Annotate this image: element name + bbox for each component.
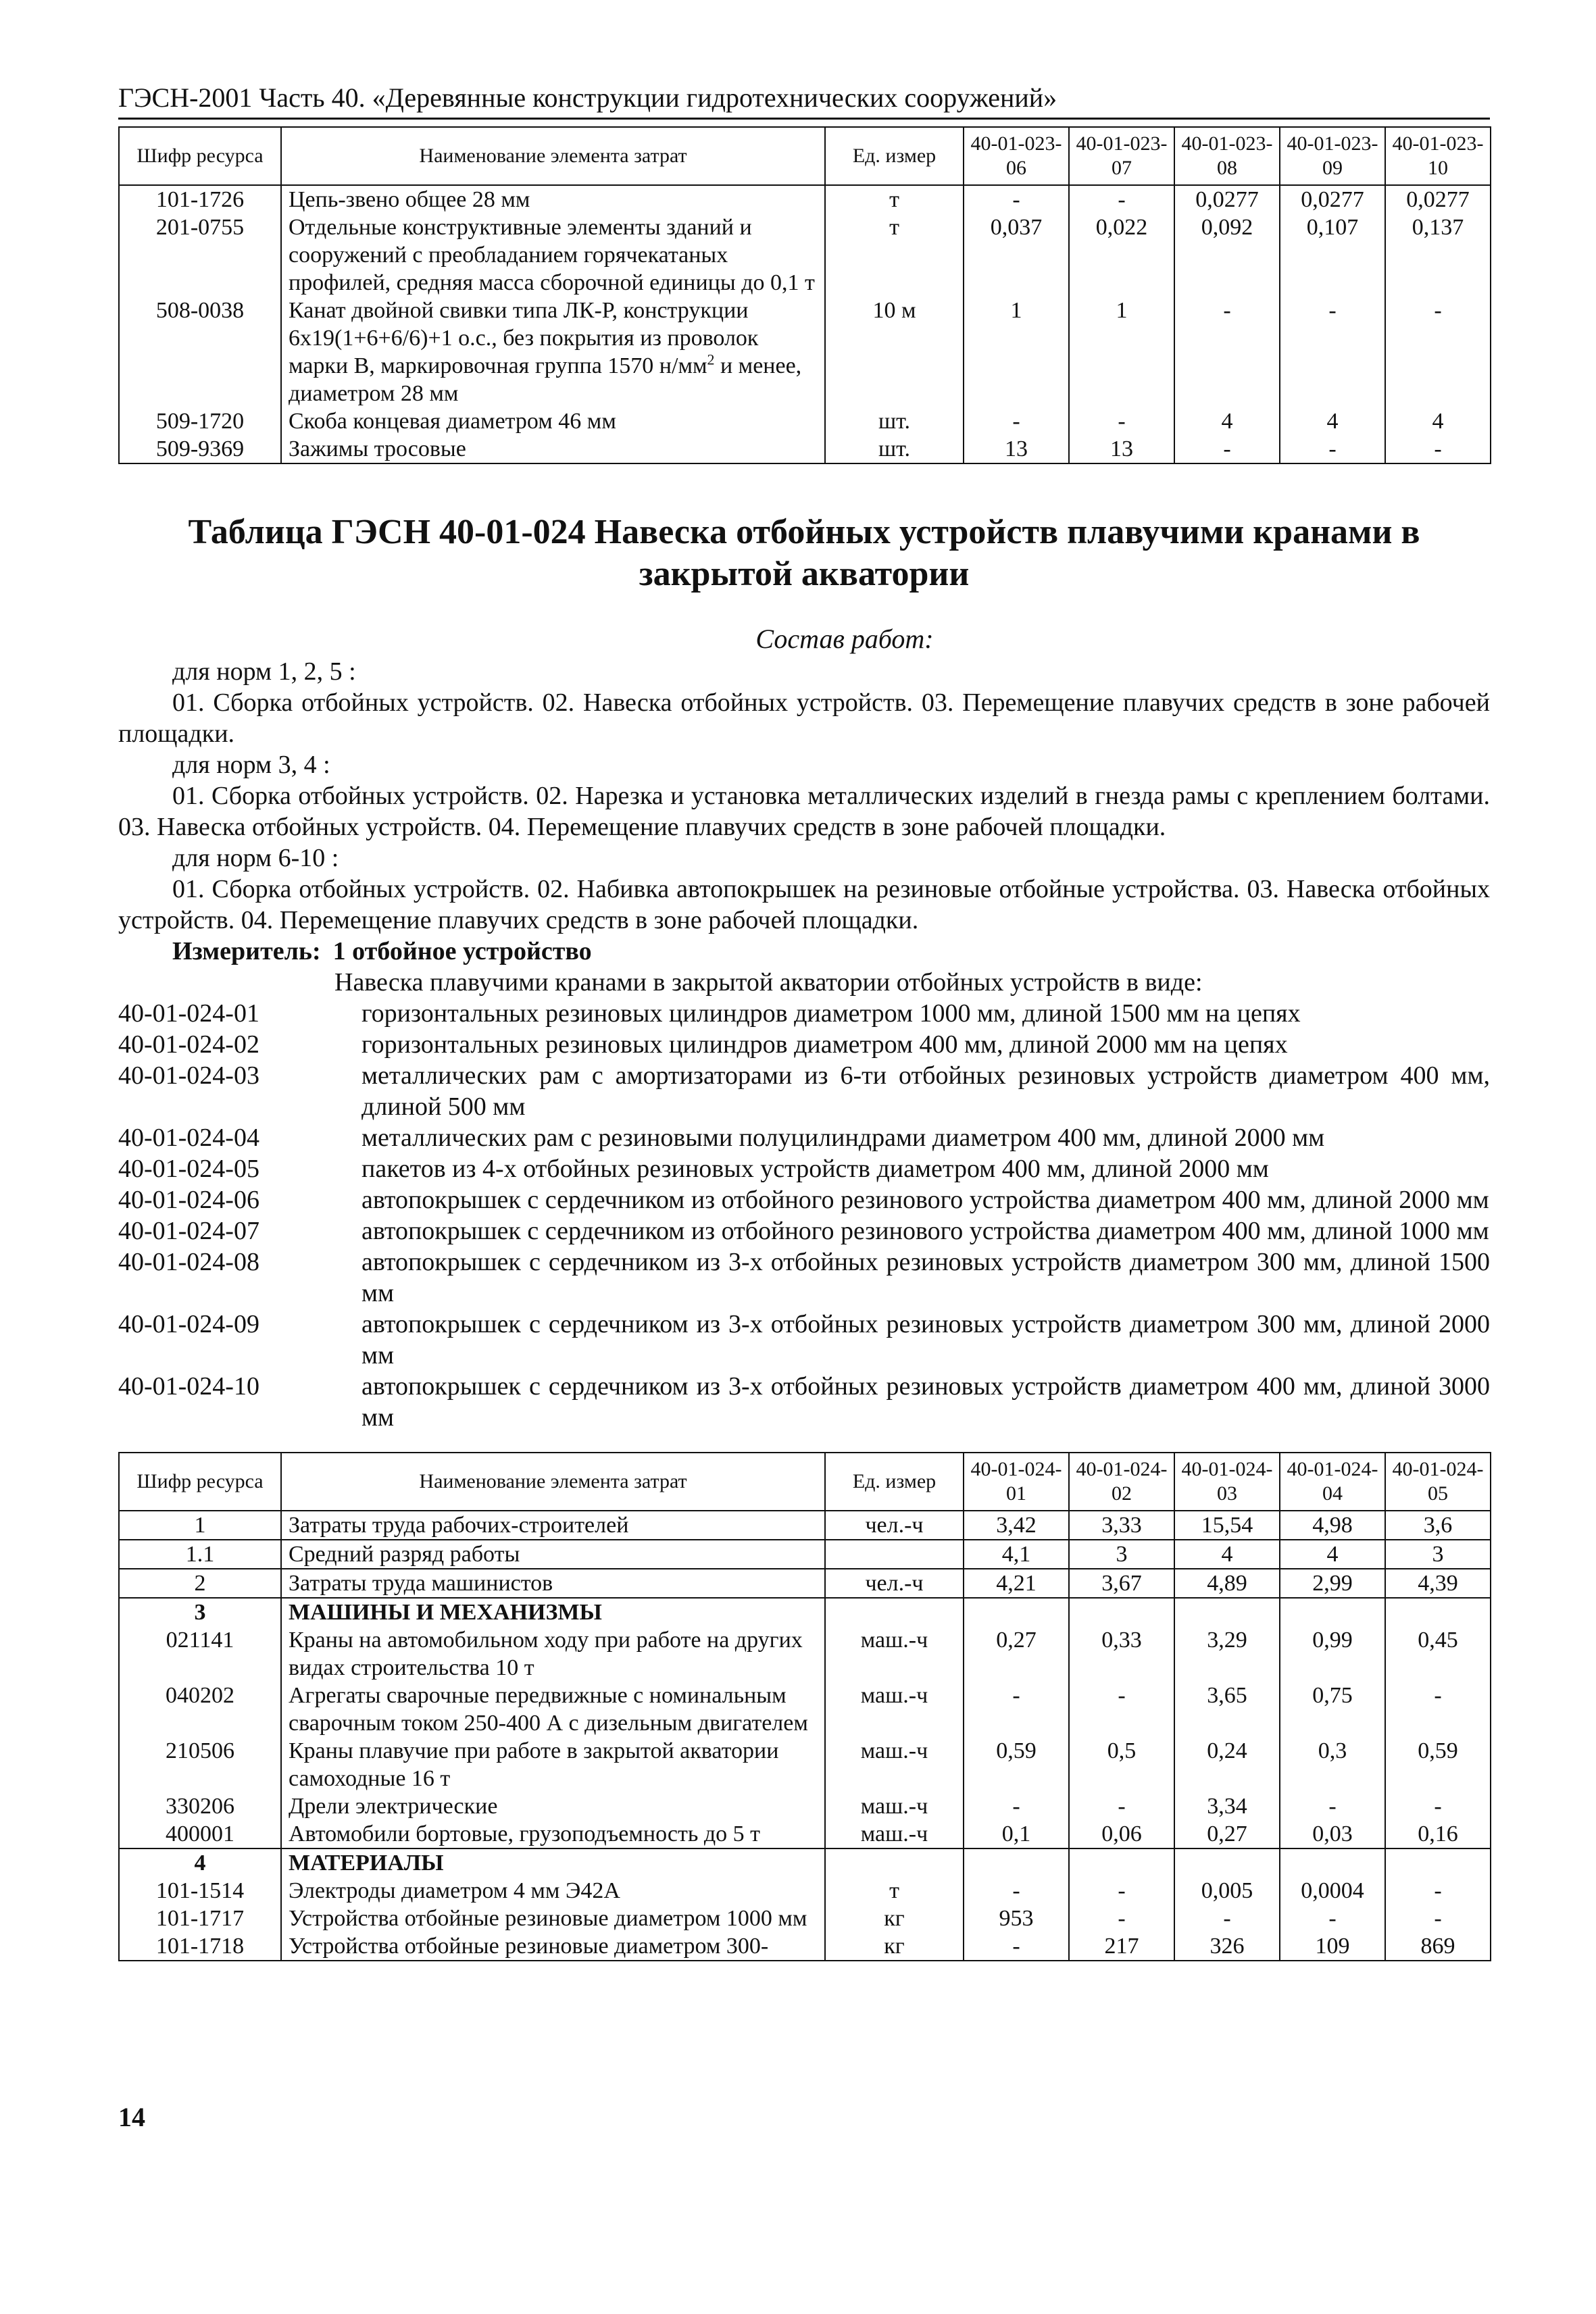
value-cell: -	[964, 1932, 1069, 1961]
header-cell: 40-01-023-08	[1174, 127, 1280, 185]
norm-code: 40-01-024-05	[118, 1155, 259, 1183]
value-cell: 13	[964, 435, 1069, 463]
value-cell: 0,06	[1069, 1820, 1174, 1848]
value-cell: -	[1280, 297, 1385, 407]
value-cell: 326	[1174, 1932, 1280, 1961]
resource-code: 101-1717	[119, 1905, 281, 1932]
section-code: 4	[119, 1848, 281, 1877]
value-cell: 0,092	[1174, 213, 1280, 297]
resource-name: Электроды диаметром 4 мм Э42А	[281, 1877, 825, 1905]
norm-description: горизонтальных резиновых цилиндров диаметром 400 мм, длиной 2000 мм на цепях	[361, 1030, 1288, 1059]
unit: кг	[825, 1932, 964, 1961]
value-cell: -	[1174, 297, 1280, 407]
value-cell: 4,21	[964, 1569, 1069, 1598]
work-composition-text: 01. Сборка отбойных устройств. 02. Набивка автопокрышек на резиновые отбойные устройства. 03. Навеска отбойных устройств. 04. Перемещение плавучих средств в зоне рабочей площадки.	[118, 875, 1490, 934]
norm-description: автопокрышек с сердечником из 3-х отбойных резиновых устройств диаметром 300 мм, длиной 2000 мм	[361, 1310, 1490, 1369]
running-head: ГЭСН-2001 Часть 40. «Деревянные конструкции гидротехнических сооружений»	[118, 82, 1057, 113]
resource-code: 210506	[119, 1737, 281, 1792]
list-item	[118, 1371, 1490, 1433]
value-cell: -	[1174, 1905, 1280, 1932]
table-row	[119, 297, 1491, 407]
resource-code: 330206	[119, 1792, 281, 1820]
value-cell: 13	[1069, 435, 1174, 463]
resource-table-024	[118, 1452, 1491, 1961]
list-item	[118, 1215, 1490, 1247]
section-title: МАШИНЫ И МЕХАНИЗМЫ	[281, 1598, 825, 1626]
header-cell: 40-01-024-03	[1174, 1453, 1280, 1511]
section-row	[119, 1598, 1491, 1626]
value-cell: 3,29	[1174, 1626, 1280, 1682]
value-cell: 0,59	[964, 1737, 1069, 1792]
value-cell: 0,137	[1385, 213, 1491, 297]
value-cell: 4,39	[1385, 1569, 1491, 1598]
value-cell: 0,3	[1280, 1737, 1385, 1792]
unit: маш.-ч	[825, 1737, 964, 1792]
section-title: МАТЕРИАЛЫ	[281, 1848, 825, 1877]
empty-cell	[1385, 1598, 1491, 1626]
unit: маш.-ч	[825, 1792, 964, 1820]
value-cell: -	[964, 1877, 1069, 1905]
norm-description: автопокрышек с сердечником из 3-х отбойных резиновых устройств диаметром 400 мм, длиной 3000 мм	[361, 1372, 1490, 1432]
unit: т	[825, 185, 964, 213]
unit: т	[825, 213, 964, 297]
header-cell: Наименование элемента затрат	[281, 1453, 825, 1511]
value-cell: 0,0004	[1280, 1877, 1385, 1905]
value-cell: -	[964, 1792, 1069, 1820]
value-cell: 3,67	[1069, 1569, 1174, 1598]
resource-code: 508-0038	[119, 297, 281, 407]
header-cell: Шифр ресурса	[119, 1453, 281, 1511]
value-cell: 0,0277	[1174, 185, 1280, 213]
empty-cell	[1385, 1848, 1491, 1877]
resource-name-part: Канат двойной свивки типа ЛК-Р, конструкции 6х19(1+6+6/6)+1 о.с., без покрытия из проволок марки В, маркировочная группа 1570 н/мм	[289, 298, 759, 378]
value-cell: 0,107	[1280, 213, 1385, 297]
value-cell: 0,5	[1069, 1737, 1174, 1792]
resource-code: 040202	[119, 1682, 281, 1737]
value-cell: 4,1	[964, 1540, 1069, 1569]
value-cell: 0,99	[1280, 1626, 1385, 1682]
empty-cell	[1069, 1848, 1174, 1877]
unit: шт.	[825, 407, 964, 435]
value-cell: -	[1069, 1877, 1174, 1905]
resource-name: Краны плавучие при работе в закрытой акватории самоходные 16 т	[281, 1737, 825, 1792]
resource-name: Устройства отбойные резиновые диаметром 300-	[281, 1932, 825, 1961]
list-item	[118, 1122, 1490, 1153]
table-title: Таблица ГЭСН 40-01-024 Навеска отбойных устройств плавучими кранами в закрытой акватории	[188, 513, 1420, 593]
table-row	[119, 1932, 1491, 1961]
value-cell: 0,005	[1174, 1877, 1280, 1905]
norm-description: пакетов из 4-х отбойных резиновых устройств диаметром 400 мм, длиной 2000 мм	[361, 1155, 1269, 1183]
value-cell: -	[1385, 1877, 1491, 1905]
unit: маш.-ч	[825, 1682, 964, 1737]
norm-code: 40-01-024-10	[118, 1372, 259, 1401]
meter-line	[118, 936, 1490, 967]
norm-description: металлических рам с резиновыми полуцилиндрами диаметром 400 мм, длиной 2000 мм	[361, 1124, 1325, 1152]
meter-label: Измеритель:	[172, 937, 321, 965]
value-cell: -	[1385, 297, 1491, 407]
header-cell: 40-01-024-05	[1385, 1453, 1491, 1511]
header-cell: 40-01-023-07	[1069, 127, 1174, 185]
value-cell: 4	[1280, 407, 1385, 435]
value-cell: 0,1	[964, 1820, 1069, 1848]
resource-code: 1.1	[119, 1540, 281, 1569]
resource-name: Затраты труда рабочих-строителей	[281, 1511, 825, 1540]
unit: т	[825, 1877, 964, 1905]
work-composition-text: 01. Сборка отбойных устройств. 02. Навеска отбойных устройств. 03. Перемещение плавучих средств в зоне рабочей площадки.	[118, 688, 1490, 748]
header-cell: 40-01-024-01	[964, 1453, 1069, 1511]
section-row	[119, 1848, 1491, 1877]
unit: 10 м	[825, 297, 964, 407]
value-cell: 3,65	[1174, 1682, 1280, 1737]
list-item	[118, 1309, 1490, 1371]
value-cell: -	[1174, 435, 1280, 463]
norm-code: 40-01-024-09	[118, 1310, 259, 1338]
list-item	[118, 1060, 1490, 1122]
value-cell: 3,33	[1069, 1511, 1174, 1540]
unit: кг	[825, 1905, 964, 1932]
value-cell: 109	[1280, 1932, 1385, 1961]
norm-code: 40-01-024-07	[118, 1217, 259, 1245]
empty-cell	[1174, 1848, 1280, 1877]
resource-name: Дрели электрические	[281, 1792, 825, 1820]
resource-code: 400001	[119, 1820, 281, 1848]
resource-name: Средний разряд работы	[281, 1540, 825, 1569]
norms-group-label: для норм 1, 2, 5 :	[172, 657, 356, 686]
norm-description: автопокрышек с сердечником из отбойного резинового устройства диаметром 400 мм, длиной 1000 мм	[361, 1217, 1489, 1245]
value-cell: 4	[1174, 1540, 1280, 1569]
norm-code: 40-01-024-01	[118, 999, 259, 1028]
resource-name	[281, 297, 825, 407]
value-cell: 0,0277	[1385, 185, 1491, 213]
value-cell: 4	[1174, 407, 1280, 435]
value-cell: -	[1280, 1905, 1385, 1932]
resource-code: 509-1720	[119, 407, 281, 435]
header-cell: Наименование элемента затрат	[281, 127, 825, 185]
value-cell: -	[1385, 1792, 1491, 1820]
value-cell: 4,98	[1280, 1511, 1385, 1540]
value-cell: 0,24	[1174, 1737, 1280, 1792]
table-row	[119, 185, 1491, 213]
empty-cell	[825, 1848, 964, 1877]
table-row	[119, 407, 1491, 435]
value-cell: -	[1385, 1905, 1491, 1932]
page-number: 14	[118, 2102, 145, 2132]
unit: маш.-ч	[825, 1626, 964, 1682]
resource-table-023	[118, 126, 1491, 464]
value-cell: -	[1280, 1792, 1385, 1820]
resource-code: 021141	[119, 1626, 281, 1682]
list-item	[118, 1184, 1490, 1215]
value-cell: 0,0277	[1280, 185, 1385, 213]
resource-name: Зажимы тросовые	[281, 435, 825, 463]
resource-name: Краны на автомобильном ходу при работе на других видах строительства 10 т	[281, 1626, 825, 1682]
table-row	[119, 1540, 1491, 1569]
header-cell: Ед. измер	[825, 1453, 964, 1511]
value-cell: 0,27	[1174, 1820, 1280, 1848]
value-cell: 3	[1385, 1540, 1491, 1569]
section-code: 3	[119, 1598, 281, 1626]
list-item	[118, 1029, 1490, 1060]
work-composition-text: 01. Сборка отбойных устройств. 02. Нарезка и установка металлических изделий в гнезда рамы с креплением болтами. 03. Навеска отбойных устройств. 04. Перемещение плавучих средств в зоне рабочей площадки.	[118, 782, 1490, 841]
resource-code: 101-1726	[119, 185, 281, 213]
table-row	[119, 1626, 1491, 1682]
table-row	[119, 1905, 1491, 1932]
norm-description: металлических рам с амортизаторами из 6-ти отбойных резиновых устройств диаметром 400 мм, длиной 500 мм	[361, 1061, 1490, 1121]
header-cell: 40-01-024-04	[1280, 1453, 1385, 1511]
value-cell: -	[1385, 435, 1491, 463]
empty-cell	[964, 1848, 1069, 1877]
value-cell: 1	[964, 297, 1069, 407]
table-row	[119, 1569, 1491, 1598]
unit: маш.-ч	[825, 1820, 964, 1848]
value-cell: 15,54	[1174, 1511, 1280, 1540]
list-item	[118, 998, 1490, 1029]
table-header-row	[119, 1453, 1491, 1511]
value-cell: -	[964, 407, 1069, 435]
empty-cell	[1280, 1598, 1385, 1626]
value-cell: -	[1069, 1792, 1174, 1820]
table-row	[119, 1682, 1491, 1737]
table-row	[119, 1737, 1491, 1792]
resource-code: 201-0755	[119, 213, 281, 297]
value-cell: -	[1385, 1682, 1491, 1737]
value-cell: 0,16	[1385, 1820, 1491, 1848]
list-item	[118, 1153, 1490, 1184]
meter-value: 1 отбойное устройство	[332, 937, 592, 965]
norm-code: 40-01-024-02	[118, 1030, 259, 1059]
header-cell: Ед. измер	[825, 127, 964, 185]
norm-code: 40-01-024-08	[118, 1248, 259, 1276]
resource-code: 509-9369	[119, 435, 281, 463]
resource-name: Устройства отбойные резиновые диаметром 1000 мм	[281, 1905, 825, 1932]
header-cell: 40-01-023-06	[964, 127, 1069, 185]
table-row	[119, 213, 1491, 297]
resource-code: 2	[119, 1569, 281, 1598]
value-cell: 0,45	[1385, 1626, 1491, 1682]
resource-name: Скоба концевая диаметром 46 мм	[281, 407, 825, 435]
resource-name: Автомобили бортовые, грузоподъемность до 5 т	[281, 1820, 825, 1848]
header-cell: 40-01-023-10	[1385, 127, 1491, 185]
value-cell: 4	[1280, 1540, 1385, 1569]
value-cell: 1	[1069, 297, 1174, 407]
empty-cell	[964, 1598, 1069, 1626]
value-cell: 0,037	[964, 213, 1069, 297]
table-row	[119, 1820, 1491, 1848]
types-intro: Навеска плавучими кранами в закрытой акватории отбойных устройств в виде:	[334, 968, 1203, 997]
norms-group-label: для норм 3, 4 :	[172, 751, 330, 779]
norm-code: 40-01-024-06	[118, 1186, 259, 1214]
value-cell: -	[1280, 435, 1385, 463]
resource-code: 101-1514	[119, 1877, 281, 1905]
norm-code: 40-01-024-03	[118, 1061, 259, 1090]
norms-group-label: для норм 6-10 :	[172, 844, 339, 872]
empty-cell	[1280, 1848, 1385, 1877]
value-cell: -	[1069, 407, 1174, 435]
norm-description: автопокрышек с сердечником из 3-х отбойных резиновых устройств диаметром 300 мм, длиной 1500 мм	[361, 1248, 1490, 1307]
resource-name-part: и менее, диаметром 28 мм	[289, 353, 802, 406]
composition-heading: Состав работ:	[755, 624, 934, 654]
table-row	[119, 1877, 1491, 1905]
unit: чел.-ч	[825, 1511, 964, 1540]
value-cell: 3	[1069, 1540, 1174, 1569]
value-cell: -	[1069, 1905, 1174, 1932]
list-item	[118, 1247, 1490, 1309]
value-cell: 3,6	[1385, 1511, 1491, 1540]
value-cell: 3,34	[1174, 1792, 1280, 1820]
value-cell: 2,99	[1280, 1569, 1385, 1598]
value-cell: 869	[1385, 1932, 1491, 1961]
resource-name: Цепь-звено общее 28 мм	[281, 185, 825, 213]
resource-name: Затраты труда машинистов	[281, 1569, 825, 1598]
resource-code: 101-1718	[119, 1932, 281, 1961]
empty-cell	[825, 1598, 964, 1626]
document-page	[118, 81, 1490, 1961]
value-cell: 0,27	[964, 1626, 1069, 1682]
header-cell: 40-01-023-09	[1280, 127, 1385, 185]
value-cell: 4,89	[1174, 1569, 1280, 1598]
value-cell: 0,022	[1069, 213, 1174, 297]
superscript: 2	[707, 351, 715, 368]
value-cell: 4	[1385, 407, 1491, 435]
value-cell: 3,42	[964, 1511, 1069, 1540]
unit: шт.	[825, 435, 964, 463]
header-rule	[118, 118, 1490, 120]
table-header-row	[119, 127, 1491, 185]
value-cell: -	[1069, 185, 1174, 213]
unit: чел.-ч	[825, 1569, 964, 1598]
header-cell: Шифр ресурса	[119, 127, 281, 185]
resource-name: Отдельные конструктивные элементы зданий и сооружений с преобладанием горячекатаных профилей, средняя масса сборочной единицы до 0,1 т	[281, 213, 825, 297]
table-row	[119, 1511, 1491, 1540]
norms-list	[118, 998, 1490, 1433]
value-cell: 217	[1069, 1932, 1174, 1961]
table-row	[119, 435, 1491, 463]
value-cell: 0,33	[1069, 1626, 1174, 1682]
resource-name: Агрегаты сварочные передвижные с номинальным сварочным током 250-400 А с дизельным двигателем	[281, 1682, 825, 1737]
value-cell: 0,75	[1280, 1682, 1385, 1737]
value-cell: 0,03	[1280, 1820, 1385, 1848]
value-cell: 0,59	[1385, 1737, 1491, 1792]
norm-description: горизонтальных резиновых цилиндров диаметром 1000 мм, длиной 1500 мм на цепях	[361, 999, 1301, 1028]
value-cell: -	[964, 185, 1069, 213]
norm-description: автопокрышек с сердечником из отбойного резинового устройства диаметром 400 мм, длиной 2000 мм	[361, 1186, 1489, 1214]
norm-code: 40-01-024-04	[118, 1124, 259, 1152]
header-cell: 40-01-024-02	[1069, 1453, 1174, 1511]
table-row	[119, 1792, 1491, 1820]
value-cell: 953	[964, 1905, 1069, 1932]
resource-code: 1	[119, 1511, 281, 1540]
value-cell: -	[964, 1682, 1069, 1737]
value-cell: -	[1069, 1682, 1174, 1737]
empty-cell	[1069, 1598, 1174, 1626]
empty-cell	[1174, 1598, 1280, 1626]
unit	[825, 1540, 964, 1569]
